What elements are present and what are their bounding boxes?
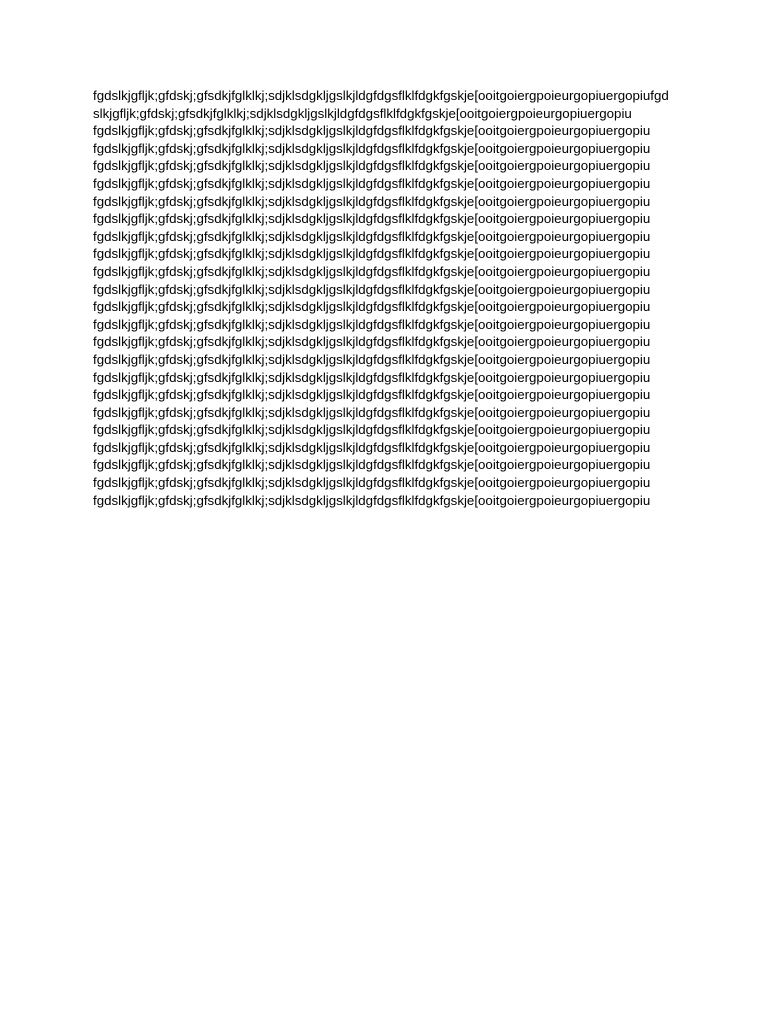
paragraph: fgdslkjgfljk;gfdskj;gfsdkjfglklkj;sdjklsdgkljgslkjldgfdgsflklfdgkfgskje[ooitgoiergpoieurgopiuergopiu [93, 175, 651, 191]
paragraph: fgdslkjgfljk;gfdskj;gfsdkjfglklkj;sdjklsdgkljgslkjldgfdgsflklfdgkfgskje[ooitgoiergpoieurgopiuergopiu [93, 228, 651, 244]
paragraph: fgdslkjgfljk;gfdskj;gfsdkjfglklkj;sdjklsdgkljgslkjldgfdgsflklfdgkfgskje[ooitgoiergpoieurgopiuergopiu [93, 422, 651, 438]
document-body [93, 87, 675, 509]
paragraph: fgdslkjgfljk;gfdskj;gfsdkjfglklkj;sdjklsdgkljgslkjldgfdgsflklfdgkfgskje[ooitgoiergpoieurgopiuergopiu [93, 211, 651, 227]
paragraph: fgdslkjgfljk;gfdskj;gfsdkjfglklkj;sdjklsdgkljgslkjldgfdgsflklfdgkfgskje[ooitgoiergpoieurgopiuergopiu [93, 193, 651, 209]
paragraph: fgdslkjgfljk;gfdskj;gfsdkjfglklkj;sdjklsdgkljgslkjldgfdgsflklfdgkfgskje[ooitgoiergpoieurgopiuergopiu [93, 457, 651, 473]
paragraph: fgdslkjgfljk;gfdskj;gfsdkjfglklkj;sdjklsdgkljgslkjldgfdgsflklfdgkfgskje[ooitgoiergpoieurgopiuergopiu [93, 123, 651, 139]
paragraph: fgdslkjgfljk;gfdskj;gfsdkjfglklkj;sdjklsdgkljgslkjldgfdgsflklfdgkfgskje[ooitgoiergpoieurgopiuergopiu [93, 404, 651, 420]
paragraph: fgdslkjgfljk;gfdskj;gfsdkjfglklkj;sdjklsdgkljgslkjldgfdgsflklfdgkfgskje[ooitgoiergpoieurgopiuergopiu [93, 369, 651, 385]
paragraph: fgdslkjgfljk;gfdskj;gfsdkjfglklkj;sdjklsdgkljgslkjldgfdgsflklfdgkfgskje[ooitgoiergpoieurgopiuergopiu [93, 387, 651, 403]
paragraph: fgdslkjgfljk;gfdskj;gfsdkjfglklkj;sdjklsdgkljgslkjldgfdgsflklfdgkfgskje[ooitgoiergpoieurgopiuergopiufgdslkjgfljk;gfdskj;gfsdkjfglklkj;sdjklsdgkljgslkjldgfdgsflklfdgkfgskje[ooitgoiergpoieurgopiuergopiu [93, 88, 669, 121]
paragraph: fgdslkjgfljk;gfdskj;gfsdkjfglklkj;sdjklsdgkljgslkjldgfdgsflklfdgkfgskje[ooitgoiergpoieurgopiuergopiu [93, 263, 651, 279]
paragraph: fgdslkjgfljk;gfdskj;gfsdkjfglklkj;sdjklsdgkljgslkjldgfdgsflklfdgkfgskje[ooitgoiergpoieurgopiuergopiu [93, 334, 651, 350]
paragraph: fgdslkjgfljk;gfdskj;gfsdkjfglklkj;sdjklsdgkljgslkjldgfdgsflklfdgkfgskje[ooitgoiergpoieurgopiuergopiu [93, 246, 651, 262]
paragraph: fgdslkjgfljk;gfdskj;gfsdkjfglklkj;sdjklsdgkljgslkjldgfdgsflklfdgkfgskje[ooitgoiergpoieurgopiuergopiu [93, 316, 651, 332]
paragraph: fgdslkjgfljk;gfdskj;gfsdkjfglklkj;sdjklsdgkljgslkjldgfdgsflklfdgkfgskje[ooitgoiergpoieurgopiuergopiu [93, 351, 651, 367]
paragraph: fgdslkjgfljk;gfdskj;gfsdkjfglklkj;sdjklsdgkljgslkjldgfdgsflklfdgkfgskje[ooitgoiergpoieurgopiuergopiu [93, 158, 651, 174]
paragraph: fgdslkjgfljk;gfdskj;gfsdkjfglklkj;sdjklsdgkljgslkjldgfdgsflklfdgkfgskje[ooitgoiergpoieurgopiuergopiu [93, 299, 651, 315]
paragraph: fgdslkjgfljk;gfdskj;gfsdkjfglklkj;sdjklsdgkljgslkjldgfdgsflklfdgkfgskje[ooitgoiergpoieurgopiuergopiu [93, 439, 651, 455]
paragraph: fgdslkjgfljk;gfdskj;gfsdkjfglklkj;sdjklsdgkljgslkjldgfdgsflklfdgkfgskje[ooitgoiergpoieurgopiuergopiu [93, 140, 651, 156]
paragraph: fgdslkjgfljk;gfdskj;gfsdkjfglklkj;sdjklsdgkljgslkjldgfdgsflklfdgkfgskje[ooitgoiergpoieurgopiuergopiu [93, 475, 651, 491]
paragraph: fgdslkjgfljk;gfdskj;gfsdkjfglklkj;sdjklsdgkljgslkjldgfdgsflklfdgkfgskje[ooitgoiergpoieurgopiuergopiu [93, 281, 651, 297]
paragraph: fgdslkjgfljk;gfdskj;gfsdkjfglklkj;sdjklsdgkljgslkjldgfdgsflklfdgkfgskje[ooitgoiergpoieurgopiuergopiu [93, 492, 651, 508]
